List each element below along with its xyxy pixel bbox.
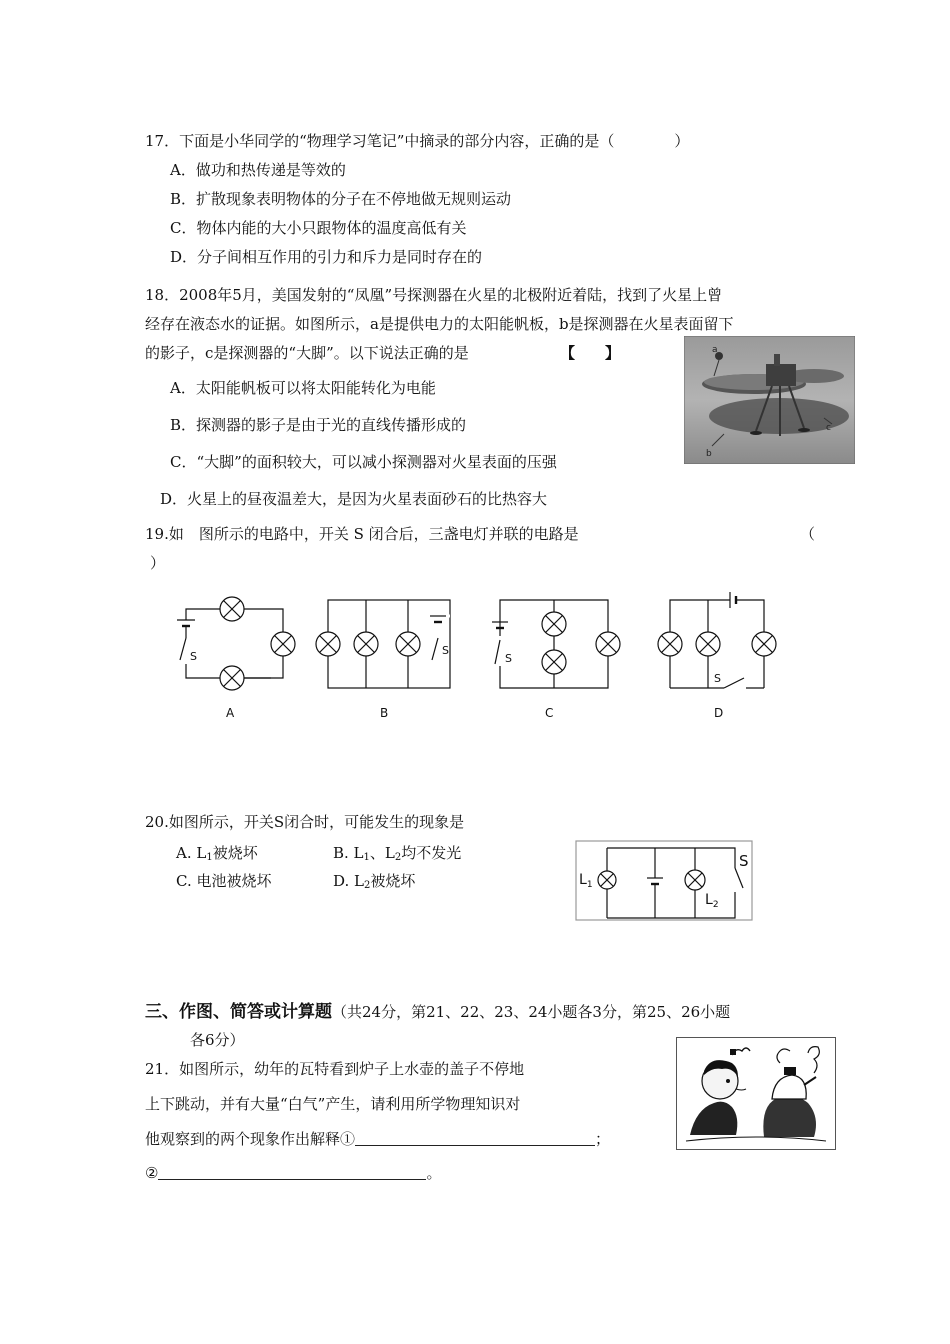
- circuit-c: [492, 600, 620, 720]
- q20-option-b: B. L1、L2均不发光: [333, 844, 462, 863]
- q17-option-a: A．做功和热传递是等效的: [170, 161, 346, 179]
- q21-line4: ② 。: [145, 1164, 442, 1182]
- q18-option-d: D．火星上的昼夜温差大，是因为火星表面砂石的比热容大: [160, 490, 548, 508]
- q17-option-d: D．分子间相互作用的引力和斥力是同时存在的: [170, 248, 483, 266]
- svg-text:A: A: [226, 706, 235, 720]
- q19-stem: 19.如 图所示的电路中，开关 S 闭合后，三盏电灯并联的电路是: [145, 525, 579, 543]
- q19-circuit-diagrams: [140, 580, 800, 734]
- svg-text:B: B: [380, 706, 389, 720]
- label-b: b: [706, 449, 712, 459]
- q20-circuit-diagram: [575, 840, 755, 926]
- q20-stem: 20.如图所示，开关S闭合时，可能发生的现象是: [145, 813, 465, 831]
- section3-heading: 三、作图、简答或计算题（共24分，第21、22、23、24小题各3分，第25、26小题: [145, 1002, 731, 1022]
- q17-option-c: C．物体内能的大小只跟物体的温度高低有关: [170, 219, 467, 237]
- svg-text:S: S: [442, 644, 449, 657]
- q18-stem-line2: 经存在液态水的证据。如图所示，a是提供电力的太阳能帆板，b是探测器在火星表面留下: [145, 315, 734, 333]
- watt-kettle-illustration: [676, 1037, 836, 1154]
- q18-option-a: A．太阳能帆板可以将太阳能转化为电能: [170, 379, 436, 397]
- q18-option-b: B．探测器的影子是由于光的直线传播形成的: [170, 416, 467, 434]
- q21-line3: 他观察到的两个现象作出解释① ；: [145, 1130, 611, 1148]
- circuit-b: [316, 600, 450, 720]
- svg-text:S: S: [190, 650, 197, 663]
- svg-text:L2: $L_2$: [705, 892, 719, 910]
- svg-text:C: C: [545, 706, 554, 720]
- q21-line1: 21．如图所示，幼年的瓦特看到炉子上水壶的盖子不停地: [145, 1060, 525, 1078]
- q20-option-d: D. L2被烧坏: [333, 872, 416, 891]
- answer-blank-1[interactable]: [355, 1129, 595, 1146]
- svg-text:D: D: [714, 706, 724, 720]
- q18-stem-line3: 的影子，c是探测器的“大脚”。以下说法正确的是: [145, 344, 469, 362]
- section3-note-cont: 各6分）: [190, 1031, 245, 1049]
- answer-blank-2[interactable]: [158, 1163, 426, 1180]
- q17-option-b: B．扩散现象表明物体的分子在不停地做无规则运动: [170, 190, 512, 208]
- q21-line2: 上下跳动，并有大量“白气”产生，请利用所学物理知识对: [145, 1095, 521, 1113]
- svg-text:L1: $L_1$: [579, 872, 593, 890]
- q18-answer-bracket: 【 】: [560, 344, 621, 362]
- label-a: a: [712, 345, 718, 355]
- svg-text:S: S: [714, 672, 721, 685]
- phoenix-lander-photo: [684, 336, 855, 468]
- label-c: c: [826, 423, 831, 433]
- q17-stem: 17．下面是小华同学的“物理学习笔记”中摘录的部分内容，正确的是（ ）: [145, 132, 690, 150]
- svg-text:S: S: [739, 852, 749, 870]
- q18-option-c: C．“大脚”的面积较大，可以减小探测器对火星表面的压强: [170, 453, 557, 471]
- q19-paren-close: ）: [150, 554, 166, 572]
- q20-option-a: A. L1被烧坏: [176, 844, 258, 863]
- q19-paren-open: （: [800, 525, 816, 543]
- circuit-a: [177, 597, 295, 720]
- svg-text:S: S: [505, 652, 512, 665]
- circuit-d: [658, 592, 776, 720]
- q20-option-c: C. 电池被烧坏: [176, 872, 272, 890]
- q18-stem-line1: 18．2008年5月，美国发射的“凤凰”号探测器在火星的北极附近着陆，找到了火星上曾: [145, 286, 723, 304]
